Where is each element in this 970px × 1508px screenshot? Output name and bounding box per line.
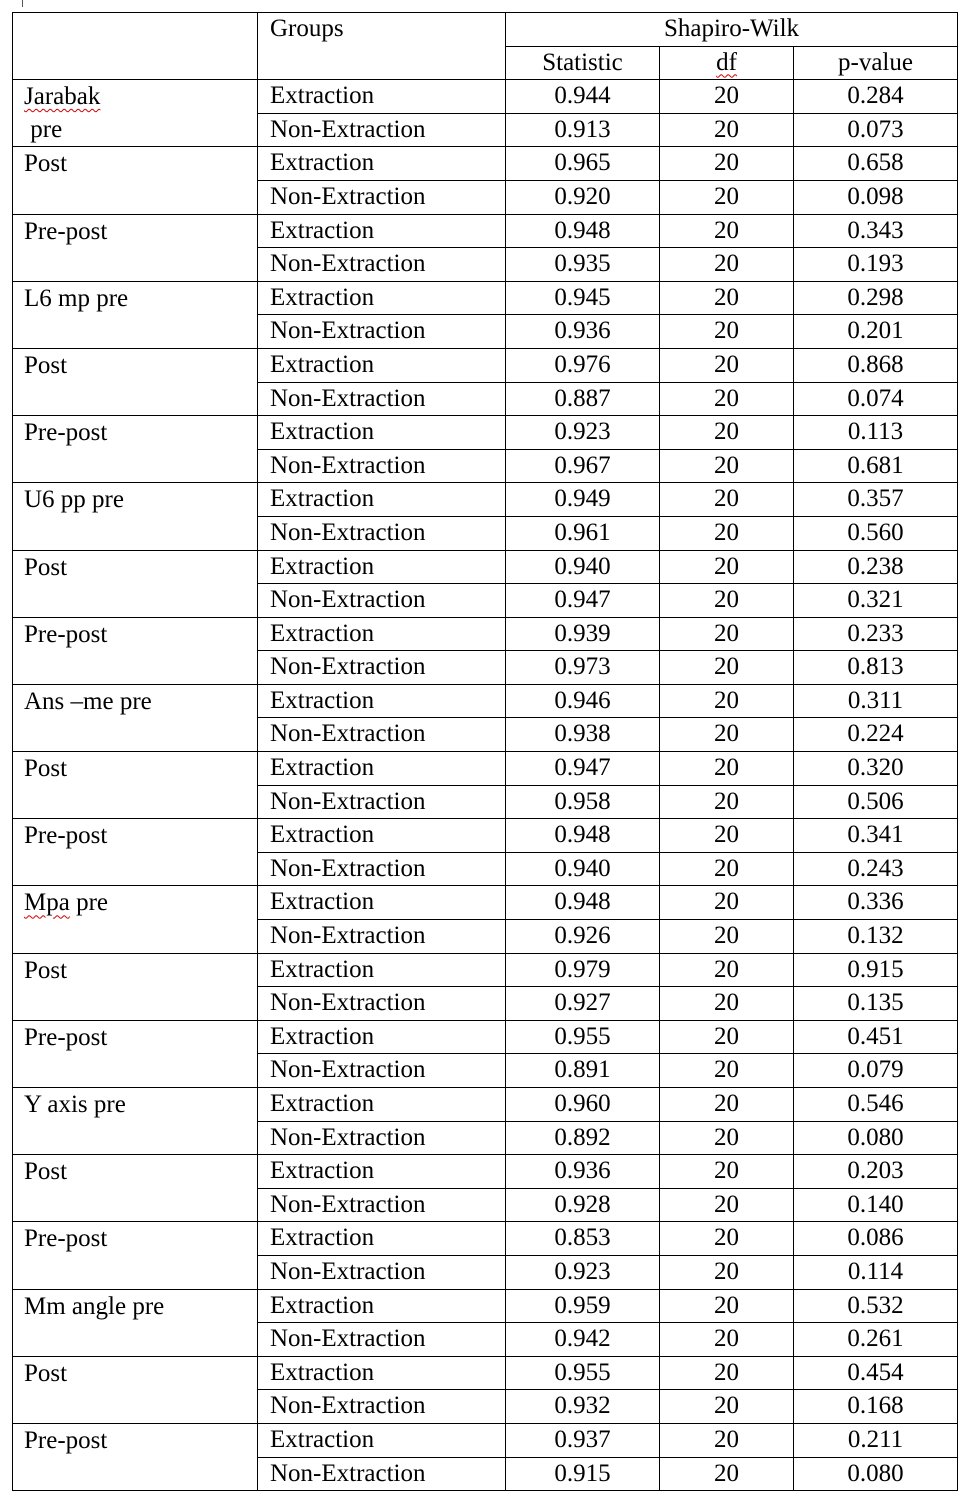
p-value: 0.341 [794, 819, 958, 853]
variable-label: Pre-post [24, 620, 108, 648]
df-value: 20 [660, 1088, 794, 1122]
statistic-value: 0.979 [506, 953, 660, 987]
df-value: 20 [660, 1222, 794, 1256]
group-name: Extraction [258, 214, 506, 248]
variable-cell [13, 147, 258, 214]
statistic-value: 0.967 [506, 449, 660, 483]
p-value: 0.113 [794, 416, 958, 450]
p-value: 0.132 [794, 920, 958, 954]
df-value: 20 [660, 886, 794, 920]
df-value: 20 [660, 953, 794, 987]
variable-label: Pre-post [24, 419, 108, 447]
table-row [13, 1423, 958, 1457]
group-name: Non-Extraction [258, 584, 506, 618]
group-name: Extraction [258, 550, 506, 584]
table-row [13, 752, 958, 786]
p-value: 0.261 [794, 1323, 958, 1357]
statistic-value: 0.920 [506, 180, 660, 214]
variable-label: Mm angle pre [24, 1292, 165, 1320]
group-name: Extraction [258, 1356, 506, 1390]
header-row-top [13, 13, 958, 47]
statistic-value: 0.946 [506, 684, 660, 718]
p-value: 0.320 [794, 752, 958, 786]
table-row [13, 416, 958, 450]
df-value: 20 [660, 819, 794, 853]
group-name: Extraction [258, 886, 506, 920]
statistic-value: 0.892 [506, 1121, 660, 1155]
group-name: Non-Extraction [258, 180, 506, 214]
p-value: 0.098 [794, 180, 958, 214]
variable-label: Ans –me pre [24, 687, 152, 715]
variable-label: U6 pp pre [24, 486, 124, 514]
p-value: 0.298 [794, 281, 958, 315]
statistic-value: 0.947 [506, 752, 660, 786]
variable-cell [13, 483, 258, 550]
variable-label: L6 mp pre [24, 284, 129, 312]
variable-label: Pre-post [24, 1426, 108, 1454]
variable-label: Post [24, 150, 68, 178]
p-value: 0.114 [794, 1255, 958, 1289]
statistic-value: 0.936 [506, 1155, 660, 1189]
group-name: Non-Extraction [258, 248, 506, 282]
p-value: 0.080 [794, 1457, 958, 1491]
df-value: 20 [660, 785, 794, 819]
table-row [13, 281, 958, 315]
p-value: 0.681 [794, 449, 958, 483]
df-value: 20 [660, 584, 794, 618]
p-value: 0.243 [794, 852, 958, 886]
table-row [13, 550, 958, 584]
statistic-value: 0.955 [506, 1020, 660, 1054]
variable-label-line1: Jarabak [24, 83, 101, 111]
group-name: Extraction [258, 348, 506, 382]
df-value: 20 [660, 180, 794, 214]
group-name: Extraction [258, 953, 506, 987]
p-value: 0.201 [794, 315, 958, 349]
statistic-value: 0.959 [506, 1289, 660, 1323]
statistic-value: 0.927 [506, 987, 660, 1021]
df-value: 20 [660, 920, 794, 954]
group-name: Non-Extraction [258, 852, 506, 886]
df-value: 20 [660, 987, 794, 1021]
p-value: 0.086 [794, 1222, 958, 1256]
statistic-value: 0.947 [506, 584, 660, 618]
p-value: 0.532 [794, 1289, 958, 1323]
table-row [13, 1155, 958, 1189]
variable-cell [13, 550, 258, 617]
group-name: Extraction [258, 1289, 506, 1323]
group-name: Extraction [258, 1088, 506, 1122]
df-value: 20 [660, 1155, 794, 1189]
variable-label: Pre-post [24, 1225, 108, 1253]
statistic-value: 0.913 [506, 113, 660, 147]
df-value: 20 [660, 315, 794, 349]
group-name: Non-Extraction [258, 449, 506, 483]
table-row [13, 147, 958, 181]
table-row [13, 214, 958, 248]
group-name: Extraction [258, 617, 506, 651]
df-value: 20 [660, 1457, 794, 1491]
statistic-value: 0.887 [506, 382, 660, 416]
table-row [13, 1222, 958, 1256]
statistic-value: 0.935 [506, 248, 660, 282]
variable-label-underlined: Mpa [24, 889, 70, 917]
statistic-value: 0.948 [506, 819, 660, 853]
variable-cell [13, 416, 258, 483]
statistic-value: 0.944 [506, 80, 660, 114]
variable-label: Post [24, 1158, 68, 1186]
table-row [13, 348, 958, 382]
table-row [13, 1289, 958, 1323]
df-value: 20 [660, 248, 794, 282]
p-value: 0.203 [794, 1155, 958, 1189]
group-name: Extraction [258, 483, 506, 517]
p-value: 0.658 [794, 147, 958, 181]
statistic-value: 0.932 [506, 1390, 660, 1424]
df-value: 20 [660, 852, 794, 886]
p-value: 0.135 [794, 987, 958, 1021]
variable-cell [13, 1088, 258, 1155]
p-value: 0.560 [794, 516, 958, 550]
df-value: 20 [660, 1054, 794, 1088]
df-value: 20 [660, 1323, 794, 1357]
statistic-value: 0.923 [506, 416, 660, 450]
df-value: 20 [660, 718, 794, 752]
variable-label: Post [24, 351, 68, 379]
group-name: Non-Extraction [258, 718, 506, 752]
df-value: 20 [660, 80, 794, 114]
variable-cell [13, 1289, 258, 1356]
group-name: Non-Extraction [258, 1188, 506, 1222]
variable-label-line2: pre [24, 116, 63, 144]
group-name: Extraction [258, 416, 506, 450]
statistic-value: 0.942 [506, 1323, 660, 1357]
statistic-value: 0.958 [506, 785, 660, 819]
table-row [13, 483, 958, 517]
p-value: 0.168 [794, 1390, 958, 1424]
variable-label: Post [24, 1359, 68, 1387]
variable-label: Pre-post [24, 822, 108, 850]
text-cursor-mark [22, 0, 23, 7]
statistic-value: 0.940 [506, 550, 660, 584]
variable-cell [13, 214, 258, 281]
group-name: Extraction [258, 752, 506, 786]
header-variable-cell [13, 13, 258, 80]
table-row [13, 1020, 958, 1054]
group-name: Extraction [258, 80, 506, 114]
df-value: 20 [660, 617, 794, 651]
variable-cell [13, 1155, 258, 1222]
group-name: Non-Extraction [258, 113, 506, 147]
statistic-value: 0.853 [506, 1222, 660, 1256]
table-row [13, 953, 958, 987]
statistic-value: 0.960 [506, 1088, 660, 1122]
p-value: 0.233 [794, 617, 958, 651]
table-row [13, 80, 958, 114]
statistic-value: 0.949 [506, 483, 660, 517]
group-name: Extraction [258, 1155, 506, 1189]
variable-cell [13, 281, 258, 348]
group-name: Non-Extraction [258, 1323, 506, 1357]
table-row [13, 1088, 958, 1122]
variable-label [24, 80, 257, 146]
df-value: 20 [660, 449, 794, 483]
variable-label: Post [24, 956, 68, 984]
statistic-value: 0.937 [506, 1423, 660, 1457]
p-value: 0.080 [794, 1121, 958, 1155]
header-shapiro-wilk: Shapiro-Wilk [506, 13, 958, 47]
p-value: 0.079 [794, 1054, 958, 1088]
table-row [13, 684, 958, 718]
p-value: 0.074 [794, 382, 958, 416]
header-pvalue: p-value [794, 46, 958, 80]
df-value: 20 [660, 382, 794, 416]
group-name: Extraction [258, 147, 506, 181]
p-value: 0.451 [794, 1020, 958, 1054]
shapiro-wilk-table [12, 12, 958, 1491]
group-name: Non-Extraction [258, 987, 506, 1021]
variable-cell [13, 1020, 258, 1087]
df-value: 20 [660, 1390, 794, 1424]
group-name: Non-Extraction [258, 315, 506, 349]
group-name: Non-Extraction [258, 920, 506, 954]
variable-cell [13, 886, 258, 953]
group-name: Non-Extraction [258, 651, 506, 685]
p-value: 0.284 [794, 80, 958, 114]
table-header [13, 13, 958, 80]
statistic-value: 0.926 [506, 920, 660, 954]
group-name: Extraction [258, 281, 506, 315]
df-value: 20 [660, 416, 794, 450]
df-value: 20 [660, 147, 794, 181]
statistic-value: 0.973 [506, 651, 660, 685]
group-name: Non-Extraction [258, 1457, 506, 1491]
p-value: 0.357 [794, 483, 958, 517]
group-name: Extraction [258, 1020, 506, 1054]
statistic-value: 0.955 [506, 1356, 660, 1390]
group-name: Non-Extraction [258, 382, 506, 416]
p-value: 0.321 [794, 584, 958, 618]
df-value: 20 [660, 1423, 794, 1457]
statistic-value: 0.948 [506, 214, 660, 248]
variable-cell [13, 1356, 258, 1423]
df-value: 20 [660, 281, 794, 315]
p-value: 0.211 [794, 1423, 958, 1457]
statistic-value: 0.938 [506, 718, 660, 752]
variable-label: Y axis pre [24, 1091, 126, 1118]
p-value: 0.336 [794, 886, 958, 920]
variable-cell [13, 684, 258, 751]
statistic-value: 0.940 [506, 852, 660, 886]
table-row [13, 1356, 958, 1390]
df-value: 20 [660, 348, 794, 382]
statistic-value: 0.948 [506, 886, 660, 920]
df-value: 20 [660, 516, 794, 550]
p-value: 0.224 [794, 718, 958, 752]
p-value: 0.343 [794, 214, 958, 248]
df-value: 20 [660, 550, 794, 584]
variable-label: Pre-post [24, 217, 108, 245]
statistic-value: 0.945 [506, 281, 660, 315]
statistic-value: 0.928 [506, 1188, 660, 1222]
df-value: 20 [660, 1020, 794, 1054]
variable-cell [13, 1222, 258, 1289]
group-name: Non-Extraction [258, 785, 506, 819]
variable-label: Mpa pre [24, 889, 108, 917]
p-value: 0.140 [794, 1188, 958, 1222]
p-value: 0.238 [794, 550, 958, 584]
df-value: 20 [660, 1289, 794, 1323]
statistic-value: 0.915 [506, 1457, 660, 1491]
group-name: Extraction [258, 684, 506, 718]
variable-label: Post [24, 755, 68, 783]
statistic-value: 0.961 [506, 516, 660, 550]
variable-cell [13, 819, 258, 886]
p-value: 0.506 [794, 785, 958, 819]
p-value: 0.868 [794, 348, 958, 382]
table-row [13, 617, 958, 651]
df-value: 20 [660, 651, 794, 685]
header-df [660, 46, 794, 80]
df-value: 20 [660, 1188, 794, 1222]
df-value: 20 [660, 214, 794, 248]
df-value: 20 [660, 752, 794, 786]
p-value: 0.073 [794, 113, 958, 147]
df-value: 20 [660, 1121, 794, 1155]
variable-cell [13, 348, 258, 415]
variable-cell [13, 953, 258, 1020]
header-groups: Groups [258, 13, 506, 80]
p-value: 0.311 [794, 684, 958, 718]
group-name: Non-Extraction [258, 1121, 506, 1155]
group-name: Extraction [258, 1423, 506, 1457]
group-name: Non-Extraction [258, 1390, 506, 1424]
group-name: Non-Extraction [258, 1054, 506, 1088]
df-value: 20 [660, 483, 794, 517]
df-value: 20 [660, 113, 794, 147]
df-value: 20 [660, 1255, 794, 1289]
statistic-value: 0.976 [506, 348, 660, 382]
p-value: 0.546 [794, 1088, 958, 1122]
table-body [13, 80, 958, 1491]
df-value: 20 [660, 1356, 794, 1390]
p-value: 0.193 [794, 248, 958, 282]
variable-cell [13, 617, 258, 684]
p-value: 0.915 [794, 953, 958, 987]
variable-label: Post [24, 553, 68, 581]
statistic-value: 0.891 [506, 1054, 660, 1088]
statistic-value: 0.923 [506, 1255, 660, 1289]
variable-cell [13, 752, 258, 819]
table-row [13, 886, 958, 920]
df-value: 20 [660, 684, 794, 718]
header-df-text: df [716, 48, 737, 76]
group-name: Non-Extraction [258, 1255, 506, 1289]
table-row [13, 819, 958, 853]
variable-cell [13, 80, 258, 147]
variable-label: Pre-post [24, 1023, 108, 1051]
p-value: 0.813 [794, 651, 958, 685]
p-value: 0.454 [794, 1356, 958, 1390]
statistic-value: 0.965 [506, 147, 660, 181]
group-name: Non-Extraction [258, 516, 506, 550]
statistic-value: 0.939 [506, 617, 660, 651]
statistic-value: 0.936 [506, 315, 660, 349]
variable-cell [13, 1423, 258, 1490]
group-name: Extraction [258, 1222, 506, 1256]
header-statistic: Statistic [506, 46, 660, 80]
group-name: Extraction [258, 819, 506, 853]
